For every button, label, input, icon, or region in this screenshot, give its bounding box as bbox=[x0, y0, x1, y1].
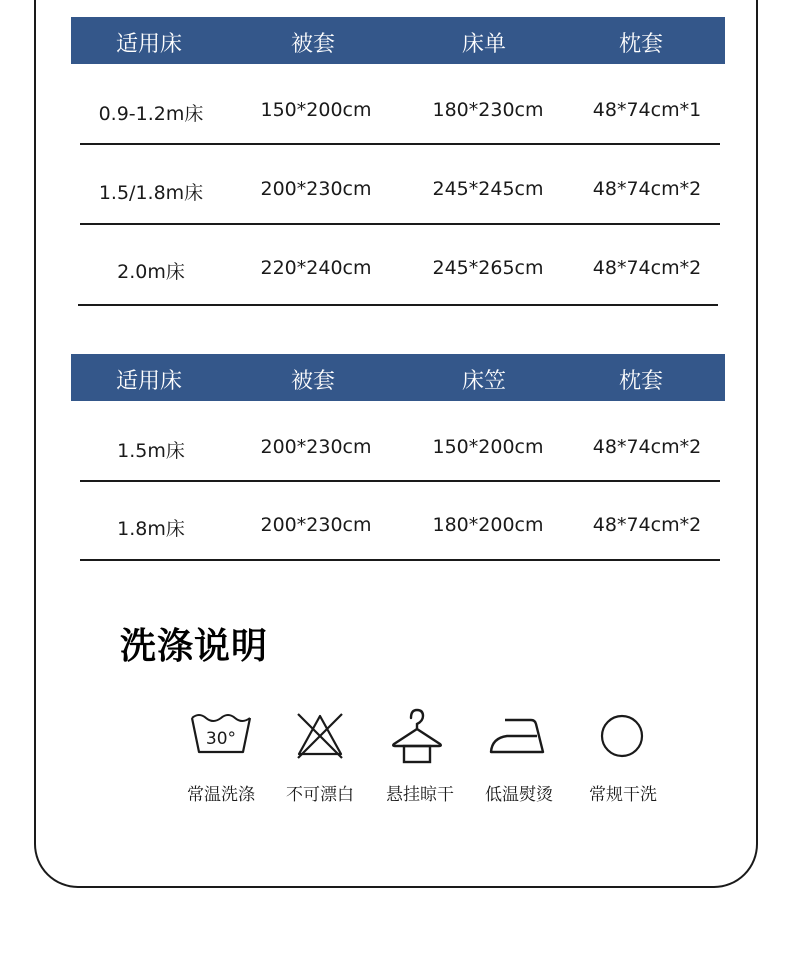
row-divider bbox=[80, 559, 720, 561]
care-label-iron: 低温熨烫 bbox=[485, 785, 553, 805]
care-label-bleach: 不可漂白 bbox=[286, 785, 354, 805]
iron-low-icon bbox=[483, 706, 553, 766]
wash-instructions-title: 洗涤说明 bbox=[120, 626, 269, 667]
cell-duvet-cover: 200*230cm bbox=[260, 514, 372, 536]
cell-pillowcase: 48*74cm*2 bbox=[592, 257, 702, 279]
cell-pillowcase: 48*74cm*2 bbox=[592, 178, 702, 200]
wash-30-icon bbox=[186, 706, 256, 766]
cell-fitted-sheet: 150*200cm bbox=[432, 436, 544, 458]
header-pillowcase: 枕套 bbox=[618, 369, 664, 394]
header-bed-size: 适用床 bbox=[115, 32, 183, 57]
cell-bed-size: 1.5m床 bbox=[117, 440, 185, 462]
cell-bed-size: 2.0m床 bbox=[117, 261, 185, 283]
care-label-dryclean: 常规干洗 bbox=[589, 785, 657, 805]
cell-bed-sheet: 245*245cm bbox=[432, 178, 544, 200]
table-header bbox=[71, 17, 725, 64]
header-bed-sheet: 床单 bbox=[461, 32, 507, 57]
wash-temp-badge: 30° bbox=[205, 729, 237, 749]
row-divider bbox=[80, 143, 720, 145]
table-header bbox=[71, 354, 725, 401]
cell-bed-size: 1.8m床 bbox=[117, 518, 185, 540]
cell-bed-size: 1.5/1.8m床 bbox=[98, 182, 204, 204]
no-bleach-icon bbox=[285, 706, 355, 766]
care-label-wash: 常温洗涤 bbox=[187, 785, 255, 805]
cell-bed-sheet: 180*230cm bbox=[432, 99, 544, 121]
row-divider bbox=[78, 304, 718, 306]
cell-bed-sheet: 245*265cm bbox=[432, 257, 544, 279]
row-divider bbox=[80, 480, 720, 482]
cell-duvet-cover: 200*230cm bbox=[260, 436, 372, 458]
cell-duvet-cover: 220*240cm bbox=[260, 257, 372, 279]
care-label-dry: 悬挂晾干 bbox=[386, 785, 454, 805]
header-bed-size: 适用床 bbox=[115, 369, 183, 394]
cell-duvet-cover: 200*230cm bbox=[260, 178, 372, 200]
cell-bed-size: 0.9-1.2m床 bbox=[98, 103, 204, 125]
header-fitted-sheet: 床笠 bbox=[461, 369, 507, 394]
cell-pillowcase: 48*74cm*1 bbox=[592, 99, 702, 121]
cell-fitted-sheet: 180*200cm bbox=[432, 514, 544, 536]
dry-clean-icon bbox=[587, 706, 657, 766]
cell-pillowcase: 48*74cm*2 bbox=[592, 514, 702, 536]
header-duvet-cover: 被套 bbox=[290, 32, 336, 57]
cell-pillowcase: 48*74cm*2 bbox=[592, 436, 702, 458]
header-duvet-cover: 被套 bbox=[290, 369, 336, 394]
header-pillowcase: 枕套 bbox=[618, 32, 664, 57]
cell-duvet-cover: 150*200cm bbox=[260, 99, 372, 121]
row-divider bbox=[80, 223, 720, 225]
hanger-icon bbox=[382, 706, 452, 766]
